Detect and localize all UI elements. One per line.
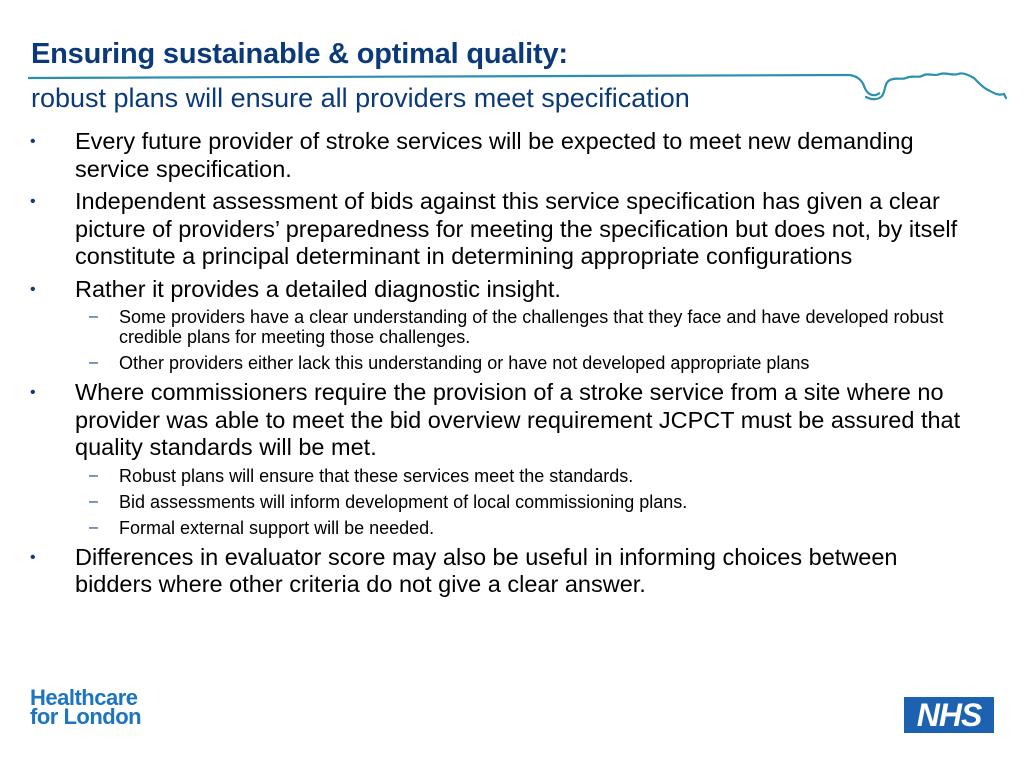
sub-bullet-item [75, 518, 980, 538]
bullet-item [30, 276, 980, 374]
bullet-text: Rather it provides a detailed diagnostic insight. [75, 275, 561, 302]
bullet-text: Where commissioners require the provision of a stroke service from a site where no provider was able to meet the bid overview requirement JCPCT must be assured that quality standards will be met. [75, 379, 961, 460]
slide-body [30, 128, 980, 604]
dash-icon: – [89, 308, 98, 325]
sub-bullet-text: Bid assessments will inform development of local commissioning plans. [119, 491, 688, 512]
bullet-icon: • [30, 384, 36, 401]
sub-bullet-list [75, 307, 980, 373]
dash-icon: – [89, 492, 98, 510]
sub-bullet-text: Formal external support will be needed. [119, 517, 435, 538]
bullet-icon: • [30, 548, 36, 566]
bullet-item [30, 379, 980, 538]
nhs-logo: NHS [904, 697, 994, 733]
bullet-icon: • [30, 193, 36, 210]
bullet-text: Every future provider of stroke services will be expected to meet new demanding service specification. [75, 128, 914, 182]
dash-icon: – [89, 466, 98, 484]
slide-subtitle: robust plans will ensure all providers meet specification [31, 83, 690, 113]
bullet-item [30, 188, 980, 271]
logo-line-2: for London [30, 704, 142, 729]
sub-bullet-item [75, 307, 980, 347]
sub-bullet-item [75, 492, 980, 512]
sub-bullet-item [75, 466, 980, 486]
dash-icon: – [89, 518, 98, 536]
bullet-icon: • [30, 133, 36, 150]
bullet-item [30, 544, 980, 599]
bullet-item [30, 128, 980, 183]
slide-title: Ensuring sustainable & optimal quality: [31, 38, 568, 70]
logo-line-1: Healthcare [30, 685, 138, 710]
healthcare-for-london-logo [30, 685, 142, 729]
sub-bullet-item [75, 353, 980, 373]
sub-bullet-list [75, 466, 980, 538]
bullet-text: Independent assessment of bids against this service specification has given a clear picture of providers’ preparedness for meeting the specification but does not, by itself constitute a principal determinant in determining appropriate configurations [75, 188, 958, 269]
bullet-list [30, 128, 980, 599]
sub-bullet-text: Other providers either lack this understanding or have not developed appropriate plans [119, 353, 810, 373]
bullet-icon: • [30, 280, 36, 298]
sub-bullet-text: Some providers have a clear understanding of the challenges that they face and have developed robust credible plans for meeting those challenges. [119, 307, 944, 347]
sub-bullet-text: Robust plans will ensure that these services meet the standards. [119, 465, 634, 486]
dash-icon: – [89, 354, 98, 371]
bullet-text: Differences in evaluator score may also be useful in informing choices between bidders where other criteria do not give a clear answer. [75, 543, 898, 597]
